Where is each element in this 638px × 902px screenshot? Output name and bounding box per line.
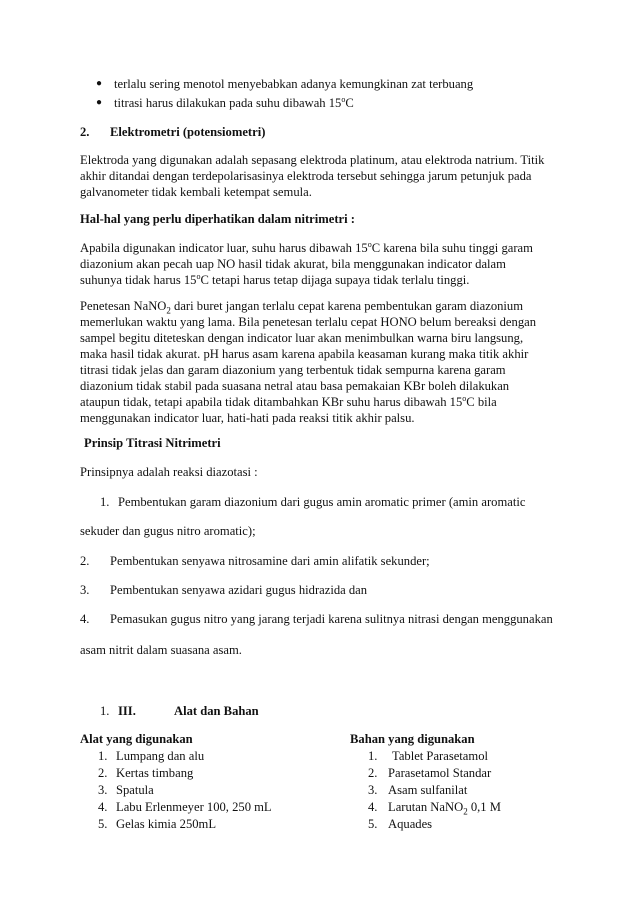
bahan-column [350,731,570,833]
alat-heading: Alat yang digunakan [80,732,193,746]
prinsip-item-text: Pembentukan garam diazonium dari gugus amin aromatic primer (amin aromatic [118,495,526,509]
prinsip-item-number: 1. [100,495,110,509]
paragraph-line: maka hasil tidak akurat. pH harus asam karena apabila keasaman kurang maka titik akhir [80,347,529,361]
paragraph-line: Apabila digunakan indicator luar, suhu harus dibawah 15$^o$C karena bila suhu tinggi garam [80,239,533,255]
bullet-dot-icon: ● [96,78,103,89]
list-item: 1. Tablet Parasetamol [368,749,488,763]
paragraph-line: akhir ditandai dengan terdepolarisasinya elektroda tersebut sehingga jarum petunjuk pada [80,169,532,183]
section-title: Alat dan Bahan [174,704,259,718]
section-title: Elektrometri (potensiometri) [110,125,266,139]
prinsip-heading: Prinsip Titrasi Nitrimetri [84,436,221,450]
bahan-heading: Bahan yang digunakan [350,732,475,746]
list-item: 2. Kertas timbang [98,766,194,780]
penetesan-paragraph [80,298,560,426]
alat-list [80,748,320,833]
section-number: 2. [80,125,90,139]
prinsip-item-continuation: sekuder dan gugus nitro aromatic); [80,524,256,538]
list-item: 5. Aquades [368,817,433,831]
paragraph-line: Penetesan NaNO$_2$ dari buret jangan terlalu cepat karena pembentukan garam diazonium [80,299,524,316]
list-item: 3. Spatula [98,783,154,797]
list-item: 2. Parasetamol Standar [368,766,492,780]
alat-column [80,731,320,833]
paragraph-line: Elektroda yang digunakan adalah sepasang elektroda platinum, atau elektroda natrium. Titik [80,153,545,167]
section-number: 1. [100,704,110,718]
list-item: 5. Gelas kimia 250mL [98,817,217,831]
prinsip-item-continuation: asam nitrit dalam suasana asam. [80,643,242,657]
paragraph-line: diazonium akan pecah uap NO hasil tidak akurat, bila menggunakan indicator dalam [80,257,506,271]
list-item: 3. Asam sulfanilat [368,783,468,797]
paragraph-line: menggunakan indicator luar, hati-hati pada reaksi titik akhir palsu. [80,411,415,425]
prinsip-intro: Prinsipnya adalah reaksi diazotasi : [80,465,258,479]
bullet-text: terlalu sering menotol menyebabkan adanya kemungkinan zat terbuang [114,77,474,91]
prinsip-item-number: 3. [80,583,90,597]
bullet-dot-icon: ● [96,97,103,108]
hal-heading: Hal-hal yang perlu diperhatikan dalam nitrimetri : [80,212,355,226]
paragraph-line: titrasi tidak jelas dan garam diazonium yang terbentuk tidak sempurna karena garam [80,363,506,377]
section-roman: III. [118,704,136,718]
list-item: 4. Labu Erlenmeyer 100, 250 mL [98,800,272,814]
list-item: 1. Lumpang dan alu [98,749,205,763]
paragraph-line: sampel begitu diteteskan dengan indicator luar akan menimbulkan warna biru langsung, [80,331,524,345]
paragraph-line: memerlukan waktu yang lama. Bila penetesan terlalu cepat HONO belum bereaksi dengan [80,315,537,329]
paragraph-line: galvanometer tidak kembali ketempat semula. [80,185,312,199]
list-item: 4. Larutan NaNO$_2$ 0,1 M [368,800,501,817]
hal-paragraph [80,240,560,288]
paragraph-line: ataupun tidak, tetapi apabila tidak ditambahkan KBr suhu harus dibawah 15$^o$C bila [80,393,497,409]
paragraph-line: diazonium tidak stabil pada suasana netral atau basa pemakaian KBr boleh dilakukan [80,379,510,393]
paragraph-line: suhunya tidak harus 15$^o$C tetapi harus tetap dijaga supaya tidak terlalu tinggi. [80,271,470,287]
prinsip-item-text: Pembentukan senyawa nitrosamine dari amin alifatik sekunder; [110,554,430,568]
prinsip-item-text: Pemasukan gugus nitro yang jarang terjadi karena sulitnya nitrasi dengan menggunakan [110,612,553,626]
bahan-list [350,748,570,833]
prinsip-item-number: 4. [80,612,90,626]
bullet-text: titrasi harus dilakukan pada suhu dibawah 15$^o$C [114,94,354,110]
elektrometri-paragraph [80,152,560,200]
prinsip-item-number: 2. [80,554,90,568]
prinsip-item-text: Pembentukan senyawa azidari gugus hidrazida dan [110,583,368,597]
